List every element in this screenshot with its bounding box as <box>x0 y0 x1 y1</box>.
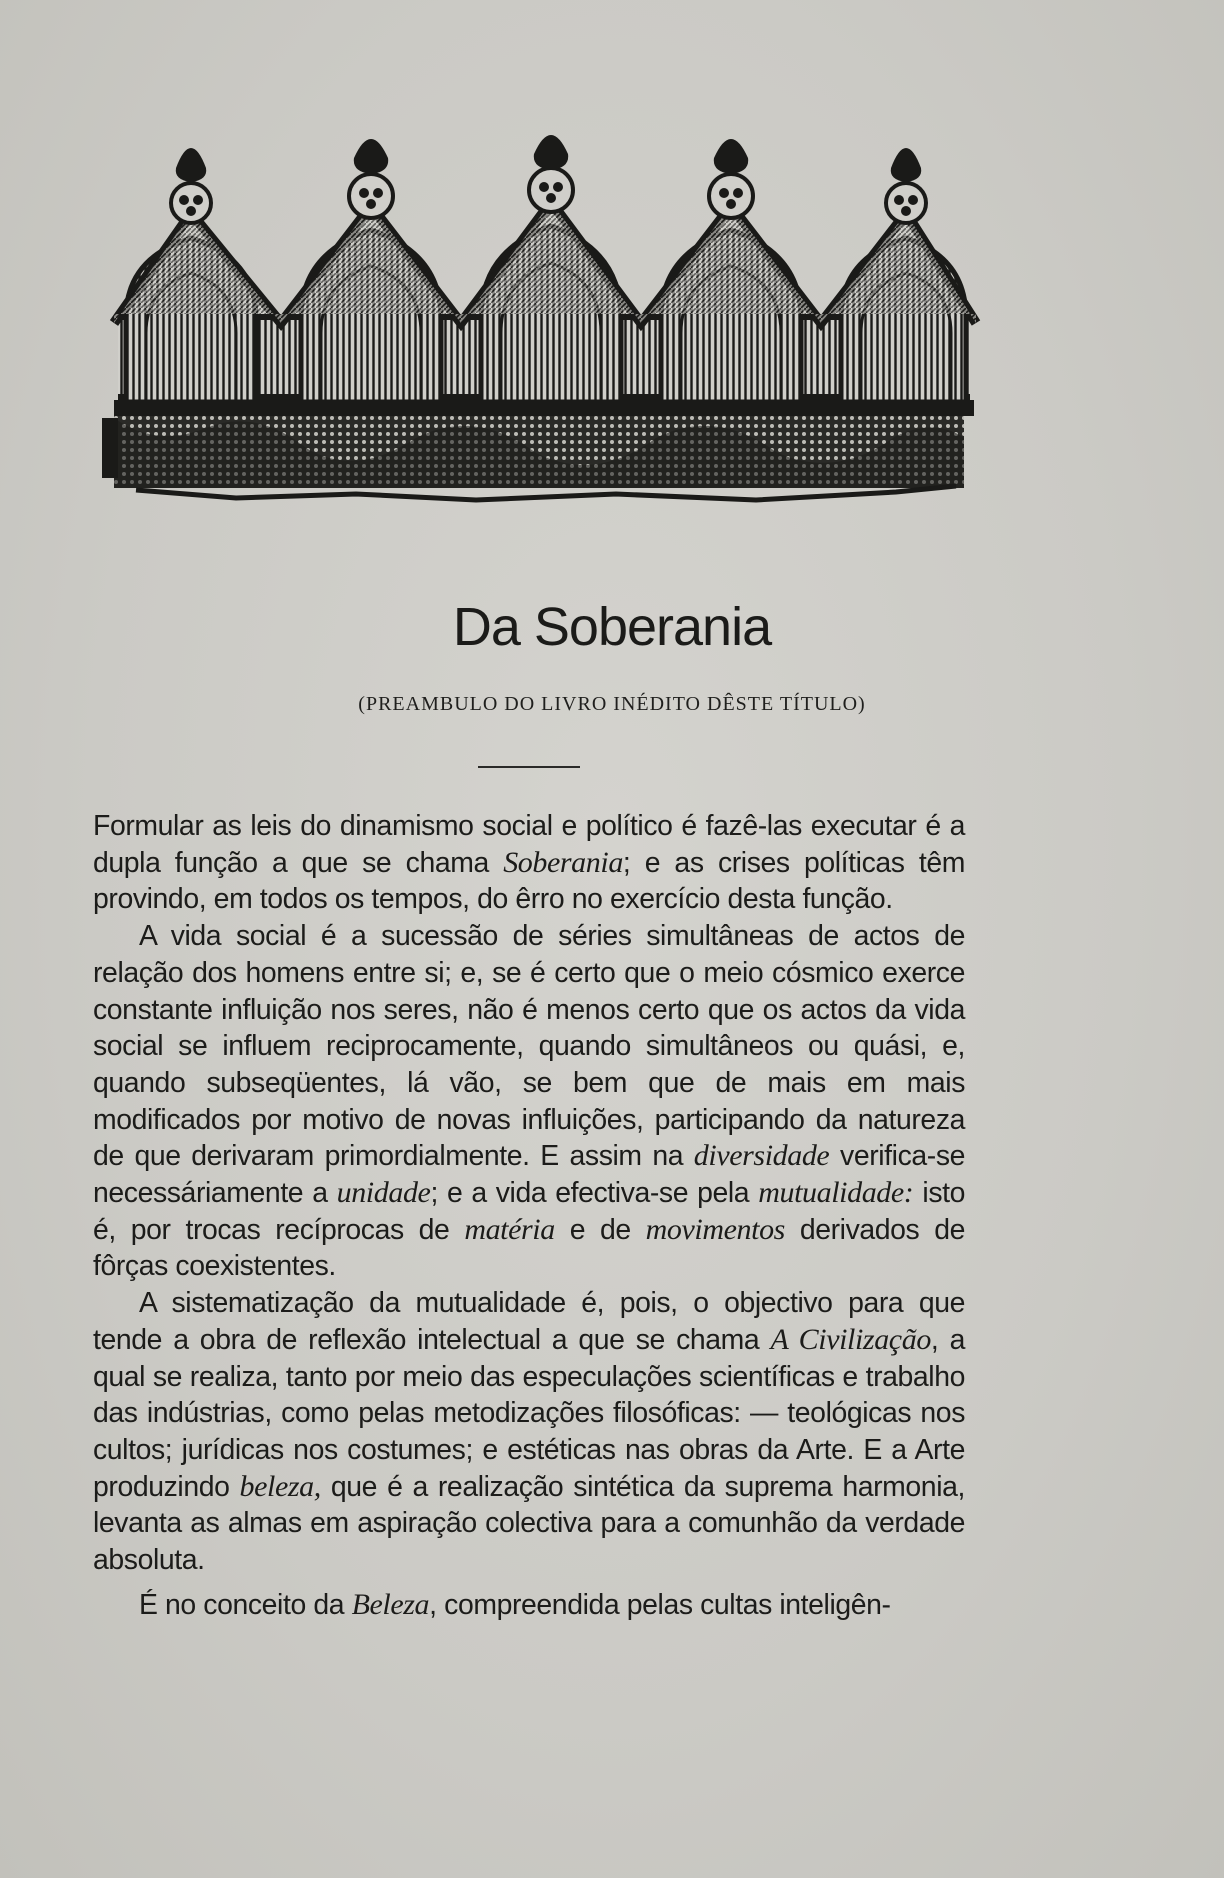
paragraph <box>93 918 965 1285</box>
italic-term: unidade <box>336 1176 431 1210</box>
text-segment: verifica-se necessáriamente a <box>93 1140 965 1210</box>
body-text <box>93 808 965 1623</box>
text-segment: , compreendida pelas cultas inteligên- <box>429 1588 891 1621</box>
paragraph <box>93 1285 965 1579</box>
italic-term: diversidade <box>693 1139 830 1173</box>
text-segment: que é a realização sintética da suprema harmonia, levanta as almas em aspiração colectiva para a comunhão da verdade absoluta. <box>93 1470 965 1577</box>
text-segment: derivados de fôrças coexistentes. <box>93 1213 965 1283</box>
italic-term: mutualidade: <box>758 1176 914 1210</box>
italic-term: A Civilização <box>770 1322 931 1356</box>
paragraph <box>93 1587 965 1624</box>
text-segment: e de <box>554 1213 646 1246</box>
text-segment: Formular as leis do dinamismo social e político é fazê-las executar é a dupla função a que se chama <box>93 810 965 879</box>
italic-term: beleza, <box>239 1469 321 1503</box>
text-segment: A vida social é a sucessão de séries simultâneas de actos de relação dos homens entre si; e, se é certo que o meio cósmico exerce constante influição nos seres, não é menos certo que os actos da vida social se influem reciprocamente, quando simultâneos ou quási, e, quando subseqüentes, lá vão, se bem que de mais em mais modificados por motivo de novas influições, participando da natureza de que derivaram primordialmente. E assim na <box>93 920 965 1173</box>
gothic-crown-ornament-icon <box>96 118 986 504</box>
paragraph <box>93 808 965 918</box>
italic-term: Beleza <box>351 1587 430 1621</box>
text-segment: É no conceito da <box>139 1588 352 1621</box>
text-segment: ; e as crises políticas têm provindo, em todos os tempos, do êrro no exercício desta função. <box>93 846 965 916</box>
italic-term: matéria <box>464 1212 555 1246</box>
page-subtitle: (PREAMBULO DO LIVRO INÉDITO DÊSTE TÍTULO) <box>358 693 866 715</box>
divider-rule <box>478 766 580 768</box>
page-title: Da Soberania <box>452 597 772 657</box>
text-segment: isto é, por trocas recíprocas de <box>93 1177 965 1246</box>
text-segment: A sistematização da mutualidade é, pois, o objectivo para que tende a obra de reflexão intelectual a que se chama <box>93 1287 965 1356</box>
text-segment: ; e a vida efectiva-se pela <box>430 1177 759 1210</box>
italic-term: movimentos <box>645 1212 785 1246</box>
italic-term: Soberania <box>503 845 623 879</box>
text-segment: , a qual se realiza, tanto por meio das especulações scientíficas e trabalho das indústrias, como pelas metodizações filosóficas: — teológicas nos cultos; jurídicas nos costumes; e estéticas nas obras da Arte. E a Arte produzindo <box>93 1323 965 1503</box>
